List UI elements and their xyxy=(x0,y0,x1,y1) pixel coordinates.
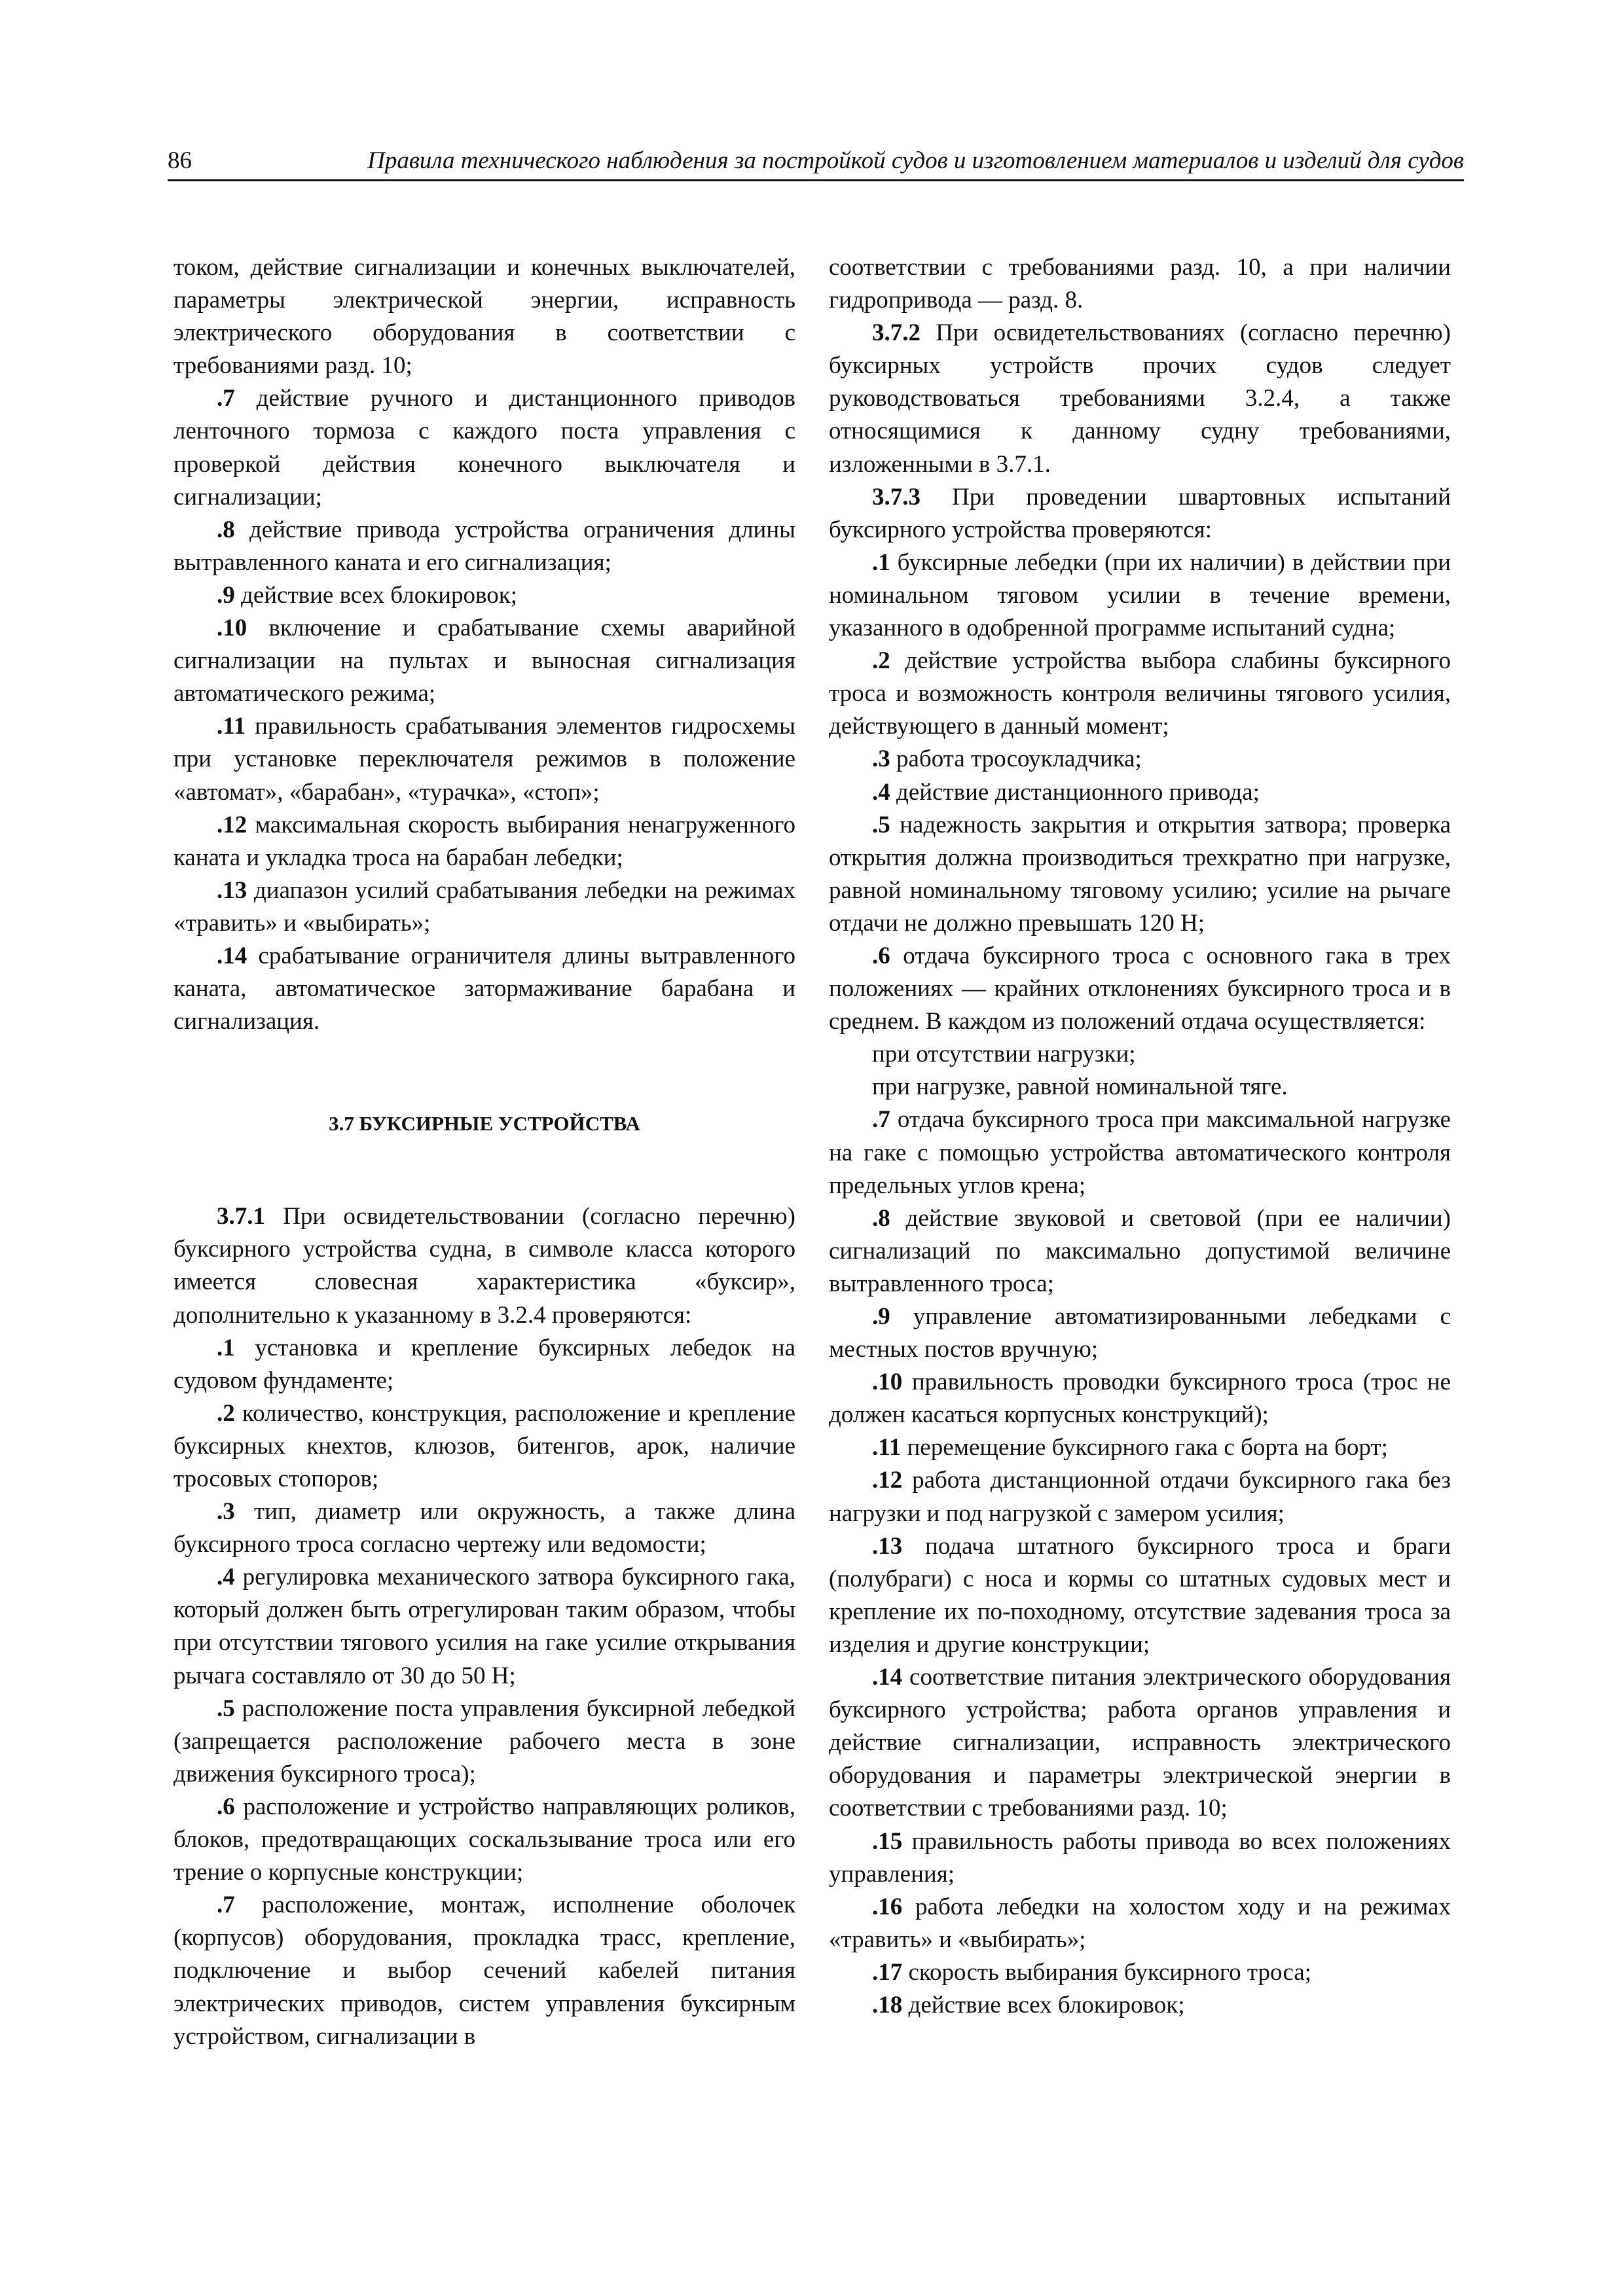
list-item xyxy=(829,1464,1451,1530)
list-item xyxy=(173,1791,795,1889)
item-text: максимальная скорость выбирания ненагруженного каната и укладка троса на барабан лебедки; xyxy=(173,811,795,871)
item-number: .11 xyxy=(872,1434,902,1462)
list-item xyxy=(173,1332,795,1397)
sub-item: при нагрузке, равной номинальной тяге. xyxy=(872,1073,1288,1101)
item-text: регулировка механического затвора буксирного гака, который должен быть отрегулирован таким образом, чтобы при отсутствии тягового усилия на гаке усилие открывания рычага составляло от 30 до 50 Н; xyxy=(173,1564,795,1689)
list-item xyxy=(173,1889,795,2053)
list-item xyxy=(173,1496,795,1561)
item-text: отдача буксирного троса при максимальной нагрузке на гаке с помощью устройства автоматического контроля предельных углов крена; xyxy=(829,1106,1451,1199)
item-number: .12 xyxy=(872,1467,903,1494)
page-header xyxy=(168,145,1464,179)
list-item xyxy=(829,1366,1451,1431)
mooring-test-items-list-continued xyxy=(829,1103,1451,2022)
paragraph-3-7-2 xyxy=(829,317,1451,480)
item-number: .5 xyxy=(872,811,890,838)
list-item xyxy=(173,710,795,808)
test-items-list xyxy=(173,382,795,1038)
page-number: 86 xyxy=(168,147,192,174)
list-item xyxy=(829,645,1451,743)
sub-item: при отсутствии нагрузки; xyxy=(872,1041,1136,1068)
item-text: действие устройства выбора слабины буксирного троса и возможность контроля величины тягового усилия, действующего в данный момент; xyxy=(829,647,1451,740)
towing-items-list xyxy=(173,1332,795,2053)
continued-paragraph: соответствии с требованиями разд. 10, а при наличии гидропривода — разд. 8. xyxy=(829,254,1451,314)
item-number: .13 xyxy=(217,876,247,904)
list-item xyxy=(829,1530,1451,1661)
list-item xyxy=(173,940,795,1038)
list-item xyxy=(173,514,795,579)
running-title: Правила технического наблюдения за постройкой судов и изготовлением материалов и изделий для судов xyxy=(367,147,1464,174)
item-text: тип, диаметр или окружность, а также длина буксирного троса согласно чертежу или ведомости; xyxy=(173,1498,795,1558)
list-item xyxy=(173,809,795,874)
item-number: .3 xyxy=(217,1498,235,1526)
item-text: соответствие питания электрического оборудования буксирного устройства; работа органов управления и действие сигнализации, исправность электрического оборудования и параметры электрической энергии в соответствии с требованиями разд. 10; xyxy=(829,1664,1451,1822)
item-number: .14 xyxy=(872,1664,903,1691)
item-text: действие дистанционного привода; xyxy=(890,778,1260,806)
item-number: .6 xyxy=(872,942,890,969)
item-number: .9 xyxy=(217,581,235,609)
item-number: .1 xyxy=(217,1334,235,1361)
item-text: включение и срабатывание схемы аварийной сигнализации на пультах и выносная сигнализация автоматического режима; xyxy=(173,615,795,708)
item-number: .14 xyxy=(217,942,247,969)
item-number: .6 xyxy=(217,1793,235,1820)
list-item xyxy=(829,776,1451,809)
item-text: действие всех блокировок; xyxy=(902,1991,1185,2018)
item-text: скорость выбирания буксирного троса; xyxy=(902,1958,1312,1986)
item-number: .18 xyxy=(872,1991,903,2018)
item-text: управление автоматизированными лебедками с местных постов вручную; xyxy=(829,1303,1451,1363)
item-number: .10 xyxy=(872,1369,903,1396)
list-item xyxy=(829,1202,1451,1300)
list-item xyxy=(829,1661,1451,1825)
item-text: действие звуковой и световой (при ее наличии) сигнализаций по максимально допустимой величине вытравленного троса; xyxy=(829,1204,1451,1297)
mooring-test-items-list xyxy=(829,547,1451,1038)
item-text: подача штатного буксирного троса и браги (полубраги) с носа и кормы со штатных судовых мест и крепление их по-походному, отсутствие задевания троса за изделия и другие конструкции; xyxy=(829,1532,1451,1658)
list-item xyxy=(173,874,795,940)
item-text: работа дистанционной отдачи буксирного гака без нагрузки и под нагрузкой с замером усилия; xyxy=(829,1467,1451,1527)
item-number: .7 xyxy=(872,1106,890,1134)
list-item xyxy=(173,1397,795,1496)
list-item xyxy=(829,1891,1451,1956)
list-item xyxy=(173,579,795,612)
item-text: правильность работы привода во всех положениях управления; xyxy=(829,1827,1451,1888)
item-number: .5 xyxy=(217,1695,235,1722)
item-text: расположение поста управления буксирной лебедкой (запрещается расположение рабочего места в зоне движения буксирного троса); xyxy=(173,1695,795,1787)
spacer xyxy=(173,1038,795,1071)
item-number: .3 xyxy=(872,745,890,773)
item-text: действие привода устройства ограничения длины вытравленного каната и его сигнализация; xyxy=(173,516,795,576)
item-text: работа лебедки на холостом ходу и на режимах «травить» и «выбирать»; xyxy=(829,1893,1451,1953)
list-item xyxy=(173,1693,795,1791)
item-text: буксирные лебедки (при их наличии) в действии при номинальном тяговом усилии в течение времени, указанного в одобренной программе испытаний судна; xyxy=(829,548,1451,642)
list-item xyxy=(829,1300,1451,1366)
item-text: действие ручного и дистанционного приводов ленточного тормоза с каждого поста управления с проверкой действия конечного выключателя и сигнализации; xyxy=(173,385,795,511)
item-text: количество, конструкция, расположение и крепление буксирных кнехтов, клюзов, битенгов, арок, наличие тросовых стопоров; xyxy=(173,1399,795,1492)
item-number: .4 xyxy=(217,1564,235,1591)
item-number: .7 xyxy=(217,1892,235,1919)
item-number: .2 xyxy=(217,1399,235,1427)
item-number: .15 xyxy=(872,1827,903,1855)
item-text: диапазон усилий срабатывания лебедки на режимах «травить» и «выбирать»; xyxy=(173,876,795,937)
item-text: действие всех блокировок; xyxy=(234,581,518,609)
list-item xyxy=(829,940,1451,1038)
right-column xyxy=(829,251,1451,2022)
section-heading: 3.7 БУКСИРНЫЕ УСТРОЙСТВА xyxy=(329,1112,640,1136)
item-number: .2 xyxy=(872,647,890,675)
item-text: правильность срабатывания элементов гидросхемы при установке переключателя режимов в положение «автомат», «барабан», «турачка», «стоп»; xyxy=(173,713,795,806)
left-column xyxy=(173,251,795,2053)
item-text: установка и крепление буксирных лебедок на судовом фундаменте; xyxy=(173,1334,795,1394)
item-number: .8 xyxy=(872,1204,890,1232)
list-item xyxy=(173,612,795,710)
list-item xyxy=(829,743,1451,776)
spacer xyxy=(173,1177,795,1200)
item-text: срабатывание ограничителя длины вытравленного каната, автоматическое затормаживание барабана и сигнализация. xyxy=(173,942,795,1035)
item-number: .7 xyxy=(217,385,235,412)
list-item xyxy=(829,547,1451,645)
item-number: .11 xyxy=(217,713,246,740)
item-number: .8 xyxy=(217,516,235,543)
item-text: работа тросоукладчика; xyxy=(890,745,1142,773)
item-text: отдача буксирного троса с основного гака в трех положениях — крайних отклонениях буксирного троса и в среднем. В каждом из положений отдача осуществляется: xyxy=(829,942,1451,1035)
list-item xyxy=(829,1956,1451,1989)
list-item xyxy=(829,809,1451,940)
paragraph-text: При проведении швартовных испытаний буксирного устройства проверяются: xyxy=(829,483,1451,543)
list-item xyxy=(829,1103,1451,1202)
header-rule xyxy=(168,179,1464,181)
item-number: .1 xyxy=(872,548,890,576)
list-item xyxy=(829,1825,1451,1891)
list-item xyxy=(173,1561,795,1692)
paragraph-text: При освидетельствованиях (согласно перечню) буксирных устройств прочих судов следует руководствоваться требованиями 3.2.4, а также относящимися к данному судну требованиями, изложенными в 3.7.1. xyxy=(829,319,1451,478)
paragraph-number: 3.7.1 xyxy=(217,1203,265,1230)
item-number: .12 xyxy=(217,811,247,838)
continued-paragraph: током, действие сигнализации и конечных выключателей, параметры электрической энергии, исправность электрического оборудования в соответствии с требованиями разд. 10; xyxy=(173,254,795,380)
item-text: расположение и устройство направляющих роликов, блоков, предотвращающих соскальзывание троса или его трение о корпусные конструкции; xyxy=(173,1793,795,1886)
paragraph-3-7-3 xyxy=(829,481,1451,547)
paragraph-number: 3.7.2 xyxy=(872,319,921,347)
list-item xyxy=(829,1431,1451,1464)
list-item xyxy=(829,1989,1451,2022)
item-text: расположение, монтаж, исполнение оболочек (корпусов) оборудования, прокладка трасс, крепление, подключение и выбор сечений кабелей питания электрических приводов, систем управления буксирным устройством, сигнализации в xyxy=(173,1892,795,2050)
item-text: правильность проводки буксирного троса (трос не должен касаться корпусных конструкций); xyxy=(829,1369,1451,1429)
paragraph-3-7-1 xyxy=(173,1200,795,1331)
item-number: .9 xyxy=(872,1303,890,1330)
item-text: перемещение буксирного гака с борта на борт; xyxy=(901,1434,1388,1462)
item-number: .10 xyxy=(217,615,247,642)
item-number: .4 xyxy=(872,778,890,806)
paragraph-text: При освидетельствовании (согласно перечню) буксирного устройства судна, в символе класса которого имеется словесная характеристика «буксир», дополнительно к указанному в 3.2.4 проверяются: xyxy=(173,1203,795,1329)
item-number: .17 xyxy=(872,1958,903,1986)
list-item xyxy=(173,382,795,513)
item-text: надежность закрытия и открытия затвора; проверка открытия должна производиться трехкратно при нагрузке, равной номинальному тяговому усилию; усилие на рычаге отдачи не должно превышать 120 Н; xyxy=(829,811,1451,937)
item-number: .16 xyxy=(872,1893,903,1920)
paragraph-number: 3.7.3 xyxy=(872,483,921,511)
item-number: .13 xyxy=(872,1532,903,1560)
